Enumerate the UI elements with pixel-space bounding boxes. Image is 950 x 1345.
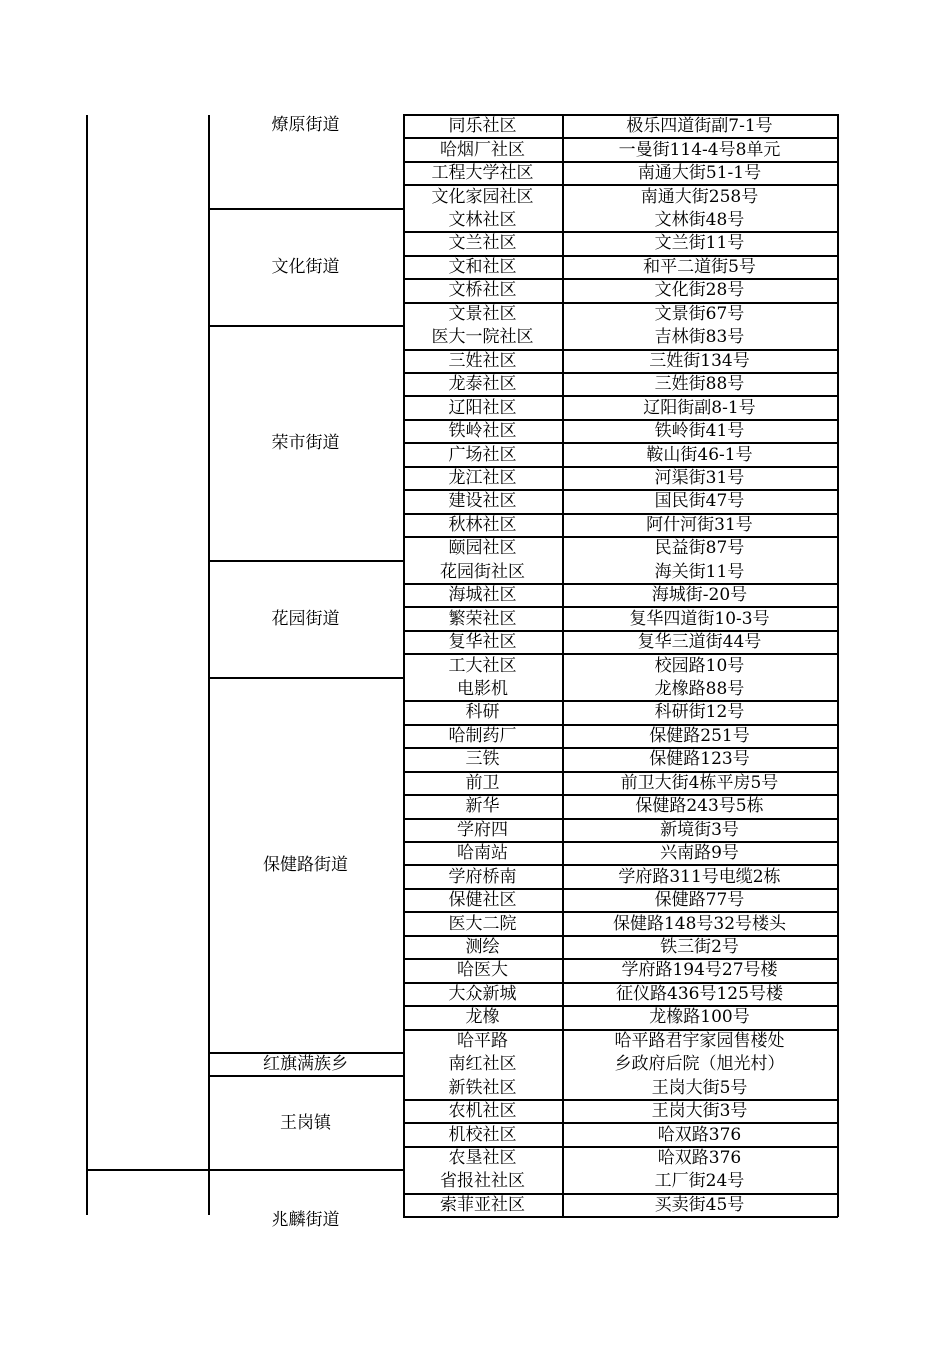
community-address: 极乐四道街副7-1号 — [626, 116, 773, 137]
community-address: 保健路77号 — [654, 890, 745, 911]
street-divider — [208, 1052, 403, 1054]
row-divider — [403, 1099, 838, 1101]
community-address: 铁岭街41号 — [654, 421, 745, 442]
community-name: 哈烟厂社区 — [440, 139, 525, 160]
row-divider — [403, 349, 838, 351]
community-name: 同乐社区 — [448, 116, 517, 137]
community-address: 阿什河街31号 — [646, 514, 753, 535]
community-address: 龙橡路100号 — [649, 1007, 750, 1028]
community-address: 文兰街11号 — [654, 233, 745, 254]
community-name: 文和社区 — [448, 256, 517, 277]
street-name: 文化街道 — [271, 256, 340, 277]
community-address: 保健路123号 — [649, 749, 750, 770]
row-divider — [403, 1029, 838, 1031]
row-divider — [403, 606, 838, 608]
row-divider — [403, 958, 838, 960]
community-name: 文林社区 — [448, 210, 517, 231]
community-address: 复华四道街10-3号 — [629, 608, 770, 629]
community-address: 辽阳街副8-1号 — [643, 397, 756, 418]
community-address: 买卖街45号 — [654, 1194, 745, 1215]
community-address: 三姓街134号 — [649, 350, 750, 371]
community-address: 文林街48号 — [654, 210, 745, 231]
community-name: 哈平路 — [457, 1030, 508, 1051]
community-address: 龙橡路88号 — [654, 679, 745, 700]
community-address: 保健路243号5栋 — [635, 796, 764, 817]
row-divider — [403, 982, 838, 984]
row-divider — [403, 935, 838, 937]
street-divider — [208, 1075, 403, 1077]
community-name: 学府桥南 — [448, 866, 517, 887]
community-name: 保健社区 — [448, 890, 517, 911]
street-name: 花园街道 — [271, 608, 340, 629]
street-name: 荣市街道 — [271, 432, 340, 453]
community-name: 广场社区 — [448, 444, 517, 465]
row-divider — [403, 419, 838, 421]
community-name: 文兰社区 — [448, 233, 517, 254]
row-divider — [403, 771, 838, 773]
district-divider — [86, 1169, 403, 1171]
community-address: 保健路251号 — [649, 725, 750, 746]
community-address: 哈双路376 — [657, 1124, 742, 1145]
district-column-left — [86, 115, 88, 1215]
community-address: 铁三街2号 — [660, 936, 739, 957]
street-divider — [208, 325, 403, 327]
community-name: 龙橡 — [465, 1007, 500, 1028]
community-name: 新华 — [465, 796, 500, 817]
district-column-right — [208, 115, 210, 1215]
row-divider — [403, 231, 838, 233]
row-divider — [403, 1005, 838, 1007]
community-address: 工厂街24号 — [654, 1171, 745, 1192]
community-name: 哈南站 — [457, 843, 508, 864]
row-divider — [403, 1122, 838, 1124]
community-name: 文化家园社区 — [431, 186, 534, 207]
community-name: 医大一院社区 — [431, 327, 534, 348]
row-divider — [403, 841, 838, 843]
row-divider — [403, 888, 838, 890]
row-divider — [403, 747, 838, 749]
community-address: 吉林街83号 — [654, 327, 745, 348]
community-name: 新铁社区 — [448, 1077, 517, 1098]
row-divider — [403, 372, 838, 374]
row-divider — [403, 161, 838, 163]
community-name: 复华社区 — [448, 632, 517, 653]
row-divider — [403, 513, 838, 515]
community-address: 河渠街31号 — [654, 467, 745, 488]
community-address: 文化街28号 — [654, 280, 745, 301]
row-divider — [403, 1146, 838, 1148]
community-address: 学府路194号27号楼 — [621, 960, 778, 981]
community-address: 南通大街51-1号 — [637, 163, 762, 184]
community-name: 哈医大 — [457, 960, 508, 981]
row-divider — [403, 700, 838, 702]
community-name: 南红社区 — [448, 1054, 517, 1075]
community-address: 科研街12号 — [654, 702, 745, 723]
community-address: 征仪路436号125号楼 — [616, 983, 783, 1004]
community-address: 王岗大街5号 — [651, 1077, 748, 1098]
street-divider — [208, 208, 403, 210]
community-address: 王岗大街3号 — [651, 1101, 748, 1122]
table-bottom-border — [403, 1216, 838, 1218]
community-name: 前卫 — [465, 772, 500, 793]
community-name: 三铁 — [465, 749, 500, 770]
community-name: 学府四 — [457, 819, 508, 840]
left-border — [403, 114, 405, 1217]
community-address: 一曼街114-4号8单元 — [618, 139, 781, 160]
community-name: 龙泰社区 — [448, 374, 517, 395]
community-address: 复华三道街44号 — [637, 632, 762, 653]
community-name: 索菲亚社区 — [440, 1194, 525, 1215]
row-divider — [403, 653, 838, 655]
community-name: 科研 — [465, 702, 500, 723]
community-address: 乡政府后院（旭光村） — [614, 1054, 785, 1075]
community-name: 工大社区 — [448, 655, 517, 676]
row-divider — [403, 302, 838, 304]
community-address: 民益街87号 — [654, 538, 745, 559]
community-name: 医大二院 — [448, 913, 517, 934]
mid-border — [562, 114, 564, 1217]
street-name: 兆麟街道 — [271, 1209, 340, 1230]
community-address: 鞍山街46-1号 — [646, 444, 753, 465]
community-name: 农机社区 — [448, 1101, 517, 1122]
street-name: 红旗满族乡 — [263, 1054, 348, 1075]
row-divider — [403, 184, 838, 186]
row-divider — [403, 137, 838, 139]
row-divider — [403, 489, 838, 491]
community-name: 电影机 — [457, 679, 508, 700]
community-name: 机校社区 — [448, 1124, 517, 1145]
community-address: 校园路10号 — [654, 655, 745, 676]
right-border — [837, 114, 839, 1217]
row-divider — [403, 1193, 838, 1195]
community-name: 海城社区 — [448, 585, 517, 606]
community-address: 保健路148号32号楼头 — [612, 913, 787, 934]
community-name: 农垦社区 — [448, 1148, 517, 1169]
community-name: 建设社区 — [448, 491, 517, 512]
community-name: 三姓社区 — [448, 350, 517, 371]
community-address: 兴南路9号 — [660, 843, 739, 864]
community-address: 学府路311号电缆2栋 — [618, 866, 781, 887]
street-divider — [208, 677, 403, 679]
community-name: 秋林社区 — [448, 514, 517, 535]
row-divider — [403, 818, 838, 820]
community-address: 新境街3号 — [660, 819, 739, 840]
street-name: 燎原街道 — [271, 114, 340, 135]
community-address: 国民街47号 — [654, 491, 745, 512]
community-address: 哈平路君宇家园售楼处 — [614, 1030, 785, 1051]
community-name: 测绘 — [465, 936, 500, 957]
row-divider — [403, 395, 838, 397]
row-divider — [403, 864, 838, 866]
row-divider — [403, 583, 838, 585]
community-name: 铁岭社区 — [448, 421, 517, 442]
community-name: 大众新城 — [448, 983, 517, 1004]
street-name: 王岗镇 — [280, 1112, 331, 1133]
community-address: 海城街-20号 — [651, 585, 748, 606]
row-divider — [403, 255, 838, 257]
community-address: 海关街11号 — [654, 561, 745, 582]
row-divider — [403, 724, 838, 726]
row-divider — [403, 278, 838, 280]
street-divider — [208, 560, 403, 562]
community-address: 前卫大街4栋平房5号 — [620, 772, 779, 793]
community-name: 花园街社区 — [440, 561, 525, 582]
community-address: 哈双路376 — [657, 1148, 742, 1169]
row-divider — [403, 630, 838, 632]
community-name: 颐园社区 — [448, 538, 517, 559]
community-address: 文景街67号 — [654, 303, 745, 324]
community-name: 龙江社区 — [448, 467, 517, 488]
street-name: 保健路街道 — [263, 854, 348, 875]
row-divider — [403, 911, 838, 913]
community-address: 三姓街88号 — [654, 374, 745, 395]
community-name: 工程大学社区 — [431, 163, 534, 184]
row-divider — [403, 536, 838, 538]
community-name: 繁荣社区 — [448, 608, 517, 629]
community-name: 哈制药厂 — [448, 725, 517, 746]
community-address: 和平二道街5号 — [643, 256, 756, 277]
row-divider — [403, 442, 838, 444]
community-address: 南通大街258号 — [640, 186, 759, 207]
table-top-border — [403, 114, 838, 116]
community-name: 省报社社区 — [440, 1171, 525, 1192]
row-divider — [403, 466, 838, 468]
community-name: 文桥社区 — [448, 280, 517, 301]
community-name: 文景社区 — [448, 303, 517, 324]
community-name: 辽阳社区 — [448, 397, 517, 418]
row-divider — [403, 794, 838, 796]
